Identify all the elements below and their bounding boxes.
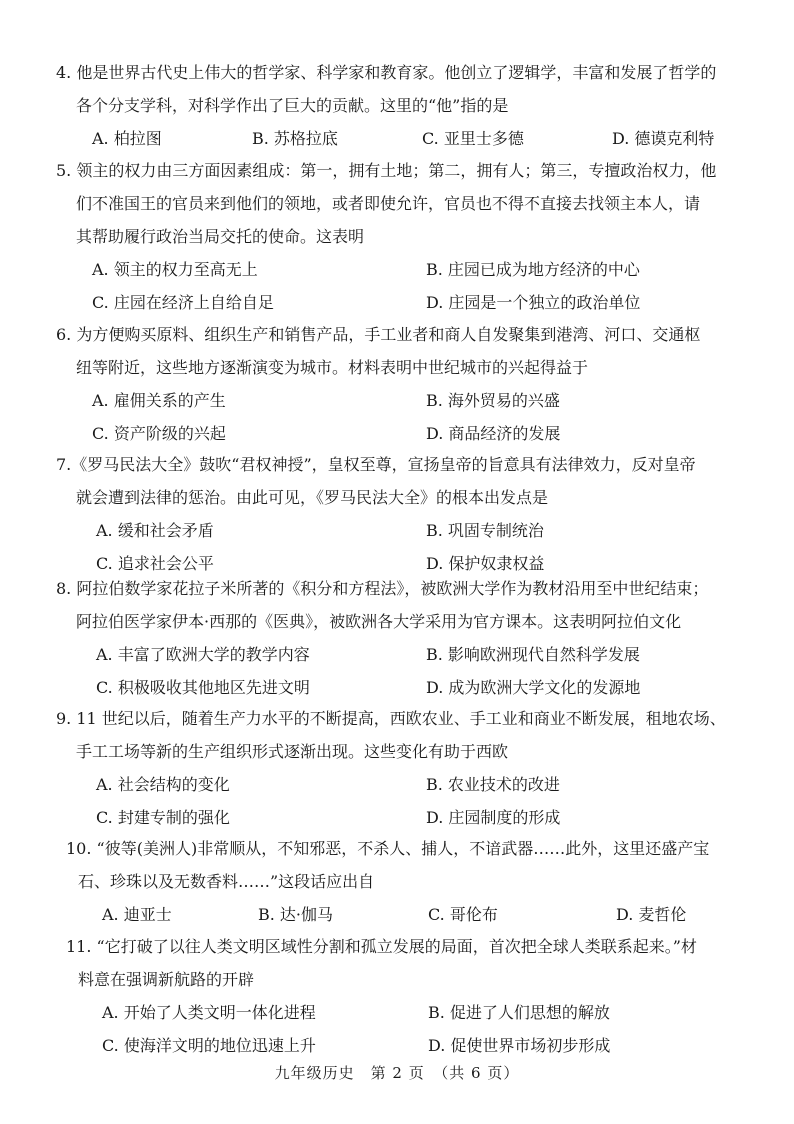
question-stem-line: 6. 为方便购买原料、组织生产和销售产品，手工业者和商人自发聚集到港湾、河口、交通枢 bbox=[56, 325, 701, 344]
option-a: A. 缓和社会矛盾 bbox=[96, 521, 214, 540]
option-d: D. 保护奴隶权益 bbox=[426, 554, 545, 573]
option-c: C. 追求社会公平 bbox=[96, 554, 214, 573]
option-a: A. 迪亚士 bbox=[102, 905, 172, 924]
option-c: C. 亚里士多德 bbox=[422, 129, 524, 148]
question-stem-line: 手工工场等新的生产组织形式逐渐出现。这些变化有助于西欧 bbox=[76, 742, 509, 761]
option-a: A. 社会结构的变化 bbox=[96, 775, 230, 794]
option-b: B. 影响欧洲现代自然科学发展 bbox=[426, 645, 640, 664]
option-d: D. 成为欧洲大学文化的发源地 bbox=[426, 678, 641, 697]
option-a: A. 领主的权力至高无上 bbox=[92, 260, 258, 279]
option-d: D. 促使世界市场初步形成 bbox=[428, 1036, 611, 1055]
question-stem-line: 各个分支学科，对科学作出了巨大的贡献。这里的“他”指的是 bbox=[76, 96, 509, 115]
option-a: A. 雇佣关系的产生 bbox=[92, 391, 226, 410]
option-b: B. 海外贸易的兴盛 bbox=[426, 391, 560, 410]
option-c: C. 封建专制的强化 bbox=[96, 808, 230, 827]
options-row bbox=[56, 1029, 756, 1062]
page-footer: 九年级历史 第 2 页 （共 6 页） bbox=[274, 1064, 520, 1082]
option-b: B. 促进了人们思想的解放 bbox=[428, 1003, 610, 1022]
question-4 bbox=[56, 56, 756, 155]
question-stem-line: 纽等附近，这些地方逐渐演变为城市。材料表明中世纪城市的兴起得益于 bbox=[76, 358, 589, 377]
option-a: A. 丰富了欧洲大学的教学内容 bbox=[96, 645, 310, 664]
option-a: A. 开始了人类文明一体化进程 bbox=[102, 1003, 316, 1022]
question-stem-line: 其帮助履行政治当局交托的使命。这表明 bbox=[76, 227, 365, 246]
option-c: C. 积极吸收其他地区先进文明 bbox=[96, 678, 310, 697]
question-stem-line: 11. “它打破了以往人类文明区域性分割和孤立发展的局面，首次把全球人类联系起来。”材 bbox=[66, 937, 697, 956]
option-d: D. 庄园是一个独立的政治单位 bbox=[426, 293, 641, 312]
option-d: D. 麦哲伦 bbox=[616, 905, 687, 924]
question-stem-line: 10. “彼等(美洲人)非常顺从，不知邪恶，不杀人、捕人，不谙武器……此外，这里还盛产宝 bbox=[66, 839, 710, 858]
option-b: B. 达·伽马 bbox=[258, 905, 334, 924]
options-row bbox=[56, 671, 756, 704]
options-row bbox=[56, 122, 756, 155]
question-stem-line: 7.《罗马民法大全》鼓吹“君权神授”，皇权至尊，宣扬皇帝的旨意具有法律效力，反对皇帝 bbox=[56, 455, 696, 474]
question-stem-line: 4. 他是世界古代史上伟大的哲学家、科学家和教育家。他创立了逻辑学，丰富和发展了哲学的 bbox=[56, 63, 717, 82]
options-row bbox=[56, 384, 756, 417]
question-6 bbox=[56, 318, 756, 450]
option-d: D. 商品经济的发展 bbox=[426, 424, 561, 443]
question-stem-line: 就会遭到法律的惩治。由此可见，《罗马民法大全》的根本出发点是 bbox=[76, 488, 549, 507]
option-c: C. 资产阶级的兴起 bbox=[92, 424, 226, 443]
question-stem-line: 5. 领主的权力由三方面因素组成：第一，拥有土地；第二，拥有人；第三，专擅政治权力，他 bbox=[56, 161, 717, 180]
question-stem-line: 9. 11 世纪以后，随着生产力水平的不断提高，西欧农业、手工业和商业不断发展，租地农场、 bbox=[56, 709, 726, 728]
question-stem-line: 8. 阿拉伯数学家花拉子米所著的《积分和方程法》，被欧洲大学作为教材沿用至中世纪结束； bbox=[56, 579, 709, 598]
question-11 bbox=[56, 930, 756, 1062]
options-row bbox=[56, 514, 756, 547]
options-row bbox=[56, 768, 756, 801]
question-stem-line: 石、珍珠以及无数香料……”这段话应出自 bbox=[78, 872, 375, 891]
option-b: B. 苏格拉底 bbox=[252, 129, 338, 148]
question-stem-line: 阿拉伯医学家伊本·西那的《医典》，被欧洲各大学采用为官方课本。这表明阿拉伯文化 bbox=[76, 612, 682, 631]
option-c: C. 使海洋文明的地位迅速上升 bbox=[102, 1036, 316, 1055]
question-7 bbox=[56, 448, 756, 580]
options-row bbox=[56, 253, 756, 286]
question-stem-line: 料意在强调新航路的开辟 bbox=[78, 970, 255, 989]
question-stem-line: 们不准国王的官员来到他们的领地，或者即使允许，官员也不得不直接去找领主本人，请 bbox=[76, 194, 701, 213]
options-row bbox=[56, 801, 756, 834]
option-b: B. 农业技术的改进 bbox=[426, 775, 560, 794]
question-10 bbox=[56, 832, 756, 931]
options-row bbox=[56, 898, 756, 931]
option-d: D. 庄园制度的形成 bbox=[426, 808, 561, 827]
option-b: B. 巩固专制统治 bbox=[426, 521, 544, 540]
options-row bbox=[56, 417, 756, 450]
options-row bbox=[56, 286, 756, 319]
question-5 bbox=[56, 154, 756, 319]
option-b: B. 庄园已成为地方经济的中心 bbox=[426, 260, 640, 279]
question-9 bbox=[56, 702, 756, 834]
option-a: A. 柏拉图 bbox=[92, 129, 162, 148]
options-row bbox=[56, 638, 756, 671]
question-8 bbox=[56, 572, 756, 704]
option-d: D. 德谟克利特 bbox=[612, 129, 715, 148]
option-c: C. 庄园在经济上自给自足 bbox=[92, 293, 274, 312]
option-c: C. 哥伦布 bbox=[428, 905, 498, 924]
options-row bbox=[56, 996, 756, 1029]
